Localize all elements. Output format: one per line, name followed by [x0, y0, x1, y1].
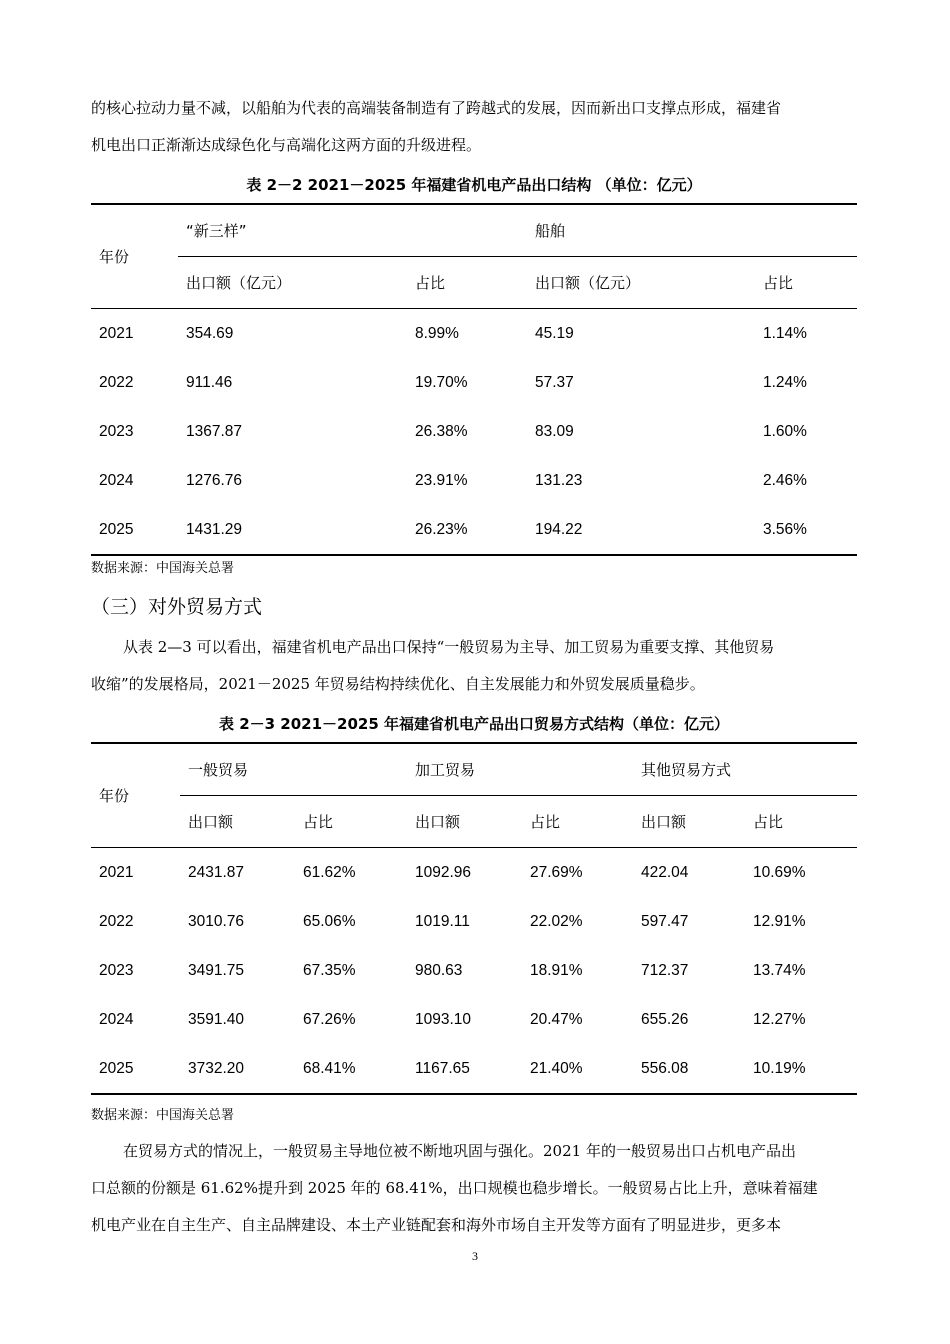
table-2-3-source: 数据来源：中国海关总署 [91, 1108, 235, 1123]
subheader-export: 出口额（亿元） [535, 274, 641, 292]
value-cell: 10.19% [753, 1059, 806, 1077]
value-cell: 18.91% [530, 961, 583, 979]
value-cell: 1431.29 [186, 520, 243, 538]
value-cell: 3732.20 [188, 1059, 245, 1077]
value-cell: 8.99% [415, 324, 459, 342]
subheader-share: 占比 [763, 274, 794, 292]
year-cell: 2021 [99, 324, 134, 342]
group-header-general-trade: 一般贸易 [180, 743, 407, 796]
value-cell: 26.23% [415, 520, 468, 538]
year-cell: 2022 [99, 373, 134, 391]
subheader-export: 出口额 [641, 813, 687, 831]
value-cell: 3491.75 [188, 961, 245, 979]
table-row [91, 848, 857, 898]
page-number: 3 [472, 1249, 478, 1263]
value-cell: 556.08 [641, 1059, 689, 1077]
subheader-share: 占比 [753, 813, 784, 831]
subheader-export: 出口额 [188, 813, 234, 831]
value-cell: 194.22 [535, 520, 583, 538]
subheader-share: 占比 [530, 813, 561, 831]
table-row [91, 309, 857, 359]
table-2-2-source: 数据来源：中国海关总署 [91, 561, 235, 576]
table-row [91, 407, 857, 456]
year-header: 年份 [91, 743, 180, 848]
closing-paragraph [91, 1133, 857, 1244]
value-cell: 68.41% [303, 1059, 356, 1077]
value-cell: 1167.65 [415, 1059, 470, 1077]
value-cell: 3010.76 [188, 912, 245, 930]
group-header-processing-trade: 加工贸易 [407, 743, 633, 796]
value-cell: 1.14% [763, 324, 807, 342]
value-cell: 10.69% [753, 863, 806, 881]
value-cell: 1367.87 [186, 422, 243, 440]
value-cell: 3.56% [763, 520, 807, 538]
table-row [91, 456, 857, 505]
value-cell: 712.37 [641, 961, 689, 979]
group-header-other-trade: 其他贸易方式 [633, 743, 857, 796]
value-cell: 19.70% [415, 373, 468, 391]
value-cell: 1093.10 [415, 1010, 472, 1028]
table-row [91, 505, 857, 555]
value-cell: 27.69% [530, 863, 583, 881]
value-cell: 655.26 [641, 1010, 689, 1028]
value-cell: 354.69 [186, 324, 234, 342]
table-2-3 [91, 742, 857, 1095]
value-cell: 12.91% [753, 912, 806, 930]
value-cell: 911.46 [186, 373, 233, 391]
section-heading: （三）对外贸易方式 [91, 596, 263, 618]
value-cell: 131.23 [535, 471, 583, 489]
group-header-new-three: “新三样” [178, 204, 527, 257]
closing-line-1: 在贸易方式的情况上，一般贸易主导地位被不断地巩固与强化。2021 年的一般贸易出口占机电产品出 [123, 1142, 796, 1160]
year-cell: 2024 [99, 471, 134, 489]
year-cell: 2021 [99, 863, 134, 881]
value-cell: 1.60% [763, 422, 807, 440]
value-cell: 57.37 [535, 373, 574, 391]
section-line-1: 从表 2—3 可以看出，福建省机电产品出口保持“一般贸易为主导、加工贸易为重要支撑、其他贸易 [123, 638, 775, 656]
intro-line-2: 机电出口正渐渐达成绿色化与高端化这两方面的升级进程。 [91, 136, 482, 154]
value-cell: 1276.76 [186, 471, 243, 489]
table-2-2-caption: 表 2－2 2021－2025 年福建省机电产品出口结构 （单位：亿元） [246, 176, 702, 194]
year-cell: 2022 [99, 912, 134, 930]
value-cell: 3591.40 [188, 1010, 245, 1028]
table-2-2-header-row [91, 204, 857, 257]
section-line-2: 收缩”的发展格局，2021－2025 年贸易结构持续优化、自主发展能力和外贸发展质量稳步。 [91, 675, 705, 693]
value-cell: 13.74% [753, 961, 806, 979]
value-cell: 26.38% [415, 422, 468, 440]
table-row [91, 897, 857, 946]
intro-paragraph [91, 90, 857, 164]
table-2-2-subheader-row [91, 257, 857, 309]
group-header-ships: 船舶 [527, 204, 857, 257]
value-cell: 45.19 [535, 324, 574, 342]
value-cell: 422.04 [641, 863, 689, 881]
table-row [91, 995, 857, 1044]
value-cell: 1.24% [763, 373, 807, 391]
year-header: 年份 [91, 204, 178, 309]
intro-line-1: 的核心拉动力量不减，以船舶为代表的高端装备制造有了跨越式的发展，因而新出口支撑点形成，福建省 [91, 99, 782, 117]
table-row [91, 358, 857, 407]
value-cell: 1092.96 [415, 863, 472, 881]
subheader-export: 出口额（亿元） [186, 274, 292, 292]
value-cell: 23.91% [415, 471, 468, 489]
subheader-share: 占比 [415, 274, 446, 292]
section-paragraph [91, 629, 857, 703]
year-cell: 2023 [99, 422, 134, 440]
table-row [91, 1044, 857, 1094]
closing-line-3: 机电产业在自主生产、自主品牌建设、本土产业链配套和海外市场自主开发等方面有了明显进步，更多本 [91, 1216, 782, 1234]
value-cell: 83.09 [535, 422, 574, 440]
value-cell: 2.46% [763, 471, 807, 489]
value-cell: 597.47 [641, 912, 689, 930]
subheader-share: 占比 [303, 813, 334, 831]
year-cell: 2025 [99, 520, 134, 538]
value-cell: 67.26% [303, 1010, 356, 1028]
value-cell: 65.06% [303, 912, 356, 930]
table-row [91, 946, 857, 995]
table-2-3-caption: 表 2－3 2021－2025 年福建省机电产品出口贸易方式结构（单位：亿元） [218, 715, 730, 733]
value-cell: 20.47% [530, 1010, 583, 1028]
value-cell: 1019.11 [415, 912, 470, 930]
year-cell: 2025 [99, 1059, 134, 1077]
value-cell: 22.02% [530, 912, 583, 930]
table-2-3-header-row [91, 743, 857, 796]
value-cell: 21.40% [530, 1059, 583, 1077]
subheader-export: 出口额 [415, 813, 461, 831]
value-cell: 67.35% [303, 961, 356, 979]
table-2-3-subheader-row [91, 796, 857, 848]
year-cell: 2024 [99, 1010, 134, 1028]
closing-line-2: 口总额的份额是 61.62%提升到 2025 年的 68.41%，出口规模也稳步增长。一般贸易占比上升，意味着福建 [91, 1179, 818, 1197]
value-cell: 12.27% [753, 1010, 806, 1028]
table-2-2 [91, 203, 857, 556]
value-cell: 2431.87 [188, 863, 245, 881]
value-cell: 61.62% [303, 863, 356, 881]
value-cell: 980.63 [415, 961, 463, 979]
year-cell: 2023 [99, 961, 134, 979]
